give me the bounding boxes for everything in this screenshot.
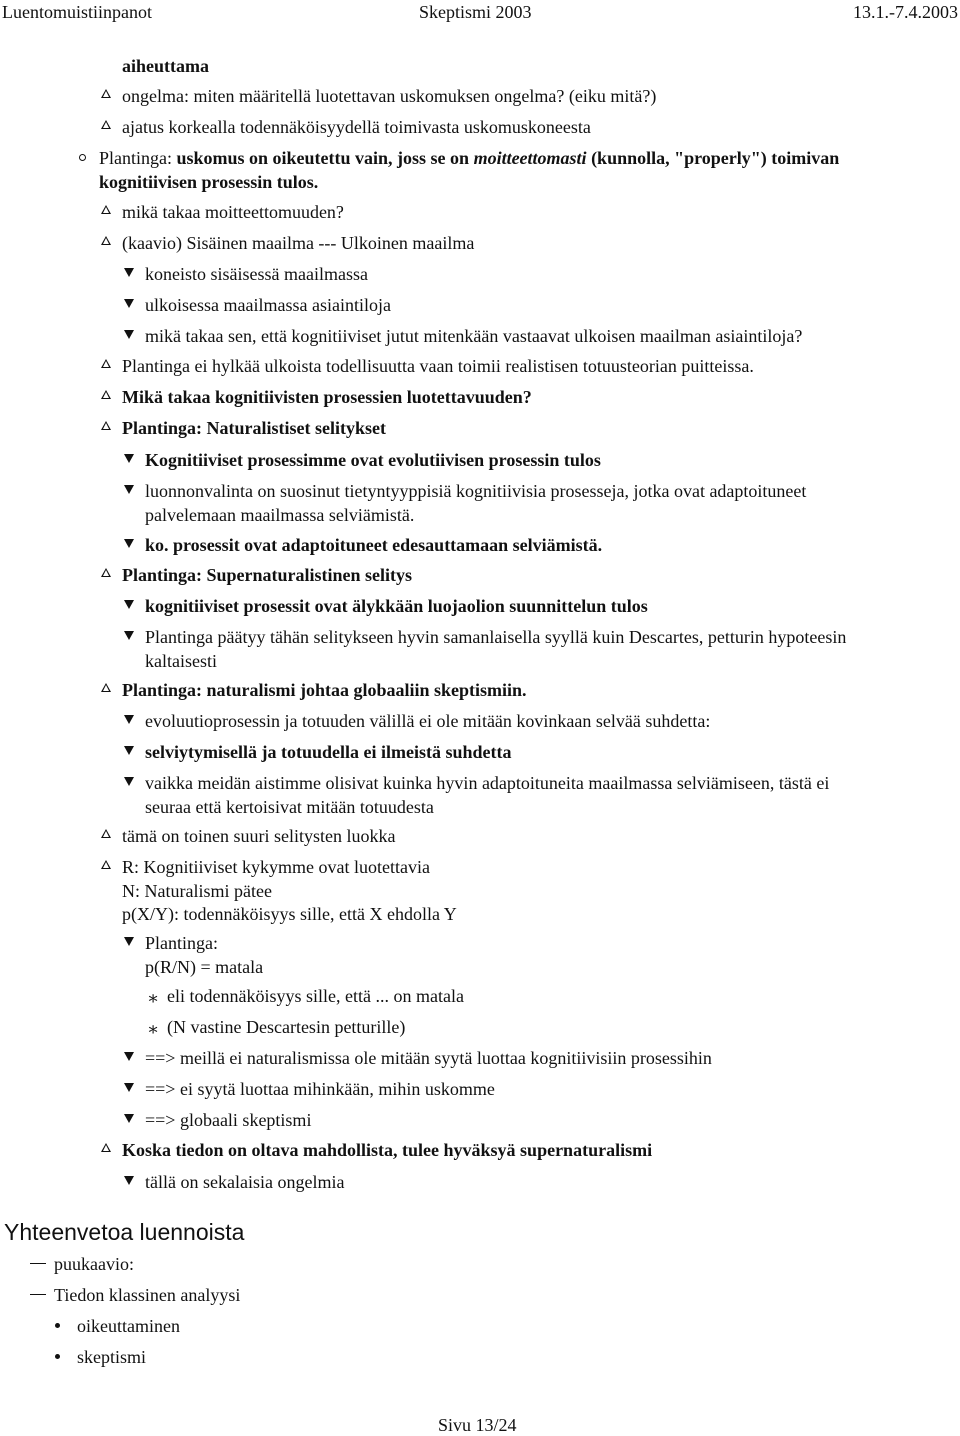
text-line: tällä on sekalaisia ongelmia xyxy=(145,1172,345,1192)
asterisk-bullet-icon: ∗ xyxy=(147,988,160,1008)
text-line: ongelma: miten määritellä luotettavan uskomuksen ongelma? (eiku mitä?) xyxy=(122,86,657,106)
text-line: ko. prosessit ovat adaptoituneet edesauttamaan selviämistä. xyxy=(145,535,603,555)
dash-bullet-icon xyxy=(30,1294,46,1295)
text-line: Plantinga: xyxy=(145,933,218,953)
filled-triangle-bullet-icon xyxy=(124,777,134,786)
text-line: tämä on toinen suuri selitysten luokka xyxy=(122,826,396,846)
dot-bullet-icon xyxy=(55,1354,60,1359)
page-number: Sivu 13/24 xyxy=(438,1415,517,1435)
open-triangle-bullet-icon xyxy=(101,205,111,214)
open-triangle-bullet-icon xyxy=(101,829,111,838)
text-line: N: Naturalismi pätee xyxy=(122,881,272,901)
text-line: Kognitiiviset prosessimme ovat evolutiivisen prosessin tulos xyxy=(145,450,601,470)
text-line: Mikä takaa kognitiivisten prosessien luotettavuuden? xyxy=(122,387,532,407)
section-heading: Yhteenvetoa luennoista xyxy=(4,1219,245,1245)
text-line: palvelemaan maailmassa selviämistä. xyxy=(145,505,415,525)
filled-triangle-bullet-icon xyxy=(124,1052,134,1061)
text-line xyxy=(99,146,839,170)
text-line: mikä takaa moitteettomuuden? xyxy=(122,202,344,222)
filled-triangle-bullet-icon xyxy=(124,1083,134,1092)
text-fragment-bold: (kunnolla, "properly") toimivan xyxy=(586,148,840,168)
text-line: (kaavio) Sisäinen maailma --- Ulkoinen maailma xyxy=(122,233,475,253)
dash-bullet-icon xyxy=(30,1263,46,1264)
filled-triangle-bullet-icon xyxy=(124,299,134,308)
dot-bullet-icon xyxy=(55,1323,60,1328)
open-triangle-bullet-icon xyxy=(101,683,111,692)
filled-triangle-bullet-icon xyxy=(124,715,134,724)
text-line: vaikka meidän aistimme olisivat kuinka hyvin adaptoituneita maailmassa selviämiseen, tästä ei xyxy=(145,773,830,793)
text-line: mikä takaa sen, että kognitiiviset jutut mitenkään vastaavat ulkoisen maailman asiaintiloja? xyxy=(145,326,803,346)
summary-subitem: oikeuttaminen xyxy=(77,1316,180,1336)
header-right: 13.1.-7.4.2003 xyxy=(853,2,958,22)
open-triangle-bullet-icon xyxy=(101,1143,111,1152)
text-line: Plantinga: naturalismi johtaa globaaliin skeptismiin. xyxy=(122,680,527,700)
filled-triangle-bullet-icon xyxy=(124,937,134,946)
page-header xyxy=(0,0,960,26)
text-line: p(X/Y): todennäköisyys sille, että X ehdolla Y xyxy=(122,904,457,924)
header-center: Skeptismi 2003 xyxy=(419,2,532,22)
circle-bullet-icon xyxy=(79,154,86,161)
text-line: ==> meillä ei naturalismissa ole mitään syytä luottaa kognitiivisiin prosessihin xyxy=(145,1048,712,1068)
text-line: R: Kognitiiviset kykymme ovat luotettavia xyxy=(122,857,430,877)
open-triangle-bullet-icon xyxy=(101,359,111,368)
open-triangle-bullet-icon xyxy=(101,89,111,98)
filled-triangle-bullet-icon xyxy=(124,1114,134,1123)
text-line: ==> ei syytä luottaa mihinkään, mihin uskomme xyxy=(145,1079,495,1099)
filled-triangle-bullet-icon xyxy=(124,485,134,494)
filled-triangle-bullet-icon xyxy=(124,454,134,463)
summary-item: puukaavio: xyxy=(54,1254,134,1274)
text-line: Plantinga: Supernaturalistinen selitys xyxy=(122,565,413,585)
filled-triangle-bullet-icon xyxy=(124,330,134,339)
filled-triangle-bullet-icon xyxy=(124,268,134,277)
text-line: p(R/N) = matala xyxy=(145,957,264,977)
summary-item: Tiedon klassinen analyysi xyxy=(54,1285,241,1305)
text-line: ajatus korkealla todennäköisyydellä toimivasta uskomuskoneesta xyxy=(122,117,591,137)
text-line: kognitiivisen prosessin tulos. xyxy=(99,172,319,192)
text-line: Plantinga ei hylkää ulkoista todellisuutta vaan toimii realistisen totuusteorian puitteissa. xyxy=(122,356,754,376)
text-line: Koska tiedon on oltava mahdollista, tulee hyväksyä supernaturalismi xyxy=(122,1140,653,1160)
open-triangle-bullet-icon xyxy=(101,860,111,869)
filled-triangle-bullet-icon xyxy=(124,539,134,548)
text-line: kaltaisesti xyxy=(145,651,217,671)
asterisk-bullet-icon: ∗ xyxy=(147,1019,160,1039)
text-line: koneisto sisäisessä maailmassa xyxy=(145,264,368,284)
text-line: seuraa että kertoisivat mitään totuudesta xyxy=(145,797,434,817)
text-line: Plantinga päätyy tähän selitykseen hyvin samanlaisella syyllä kuin Descartes, petturin hypoteesin xyxy=(145,627,847,647)
open-triangle-bullet-icon xyxy=(101,421,111,430)
text-fragment-bold-italic: moitteettomasti xyxy=(473,148,587,168)
open-triangle-bullet-icon xyxy=(101,120,111,129)
filled-triangle-bullet-icon xyxy=(124,1176,134,1185)
text-line: ==> globaali skeptismi xyxy=(145,1110,312,1130)
text-fragment-bold: uskomus on oikeutettu vain, joss se on xyxy=(176,148,474,168)
filled-triangle-bullet-icon xyxy=(124,746,134,755)
summary-subitem: skeptismi xyxy=(77,1347,147,1367)
open-triangle-bullet-icon xyxy=(101,390,111,399)
text-line: Plantinga: Naturalistiset selitykset xyxy=(122,418,386,438)
header-left: Luentomuistiinpanot xyxy=(2,2,152,22)
text-line: evoluutioprosessin ja totuuden välillä ei ole mitään kovinkaan selvää suhdetta: xyxy=(145,711,711,731)
open-triangle-bullet-icon xyxy=(101,568,111,577)
text-line: aiheuttama xyxy=(122,56,209,76)
text-line: eli todennäköisyys sille, että ... on matala xyxy=(167,986,464,1006)
text-line: ulkoisessa maailmassa asiaintiloja xyxy=(145,295,391,315)
text-line: selviytymisellä ja totuudella ei ilmeistä suhdetta xyxy=(145,742,512,762)
text-fragment: Plantinga: xyxy=(99,148,177,168)
text-line: (N vastine Descartesin petturille) xyxy=(167,1017,406,1037)
text-line: kognitiiviset prosessit ovat älykkään luojaolion suunnittelun tulos xyxy=(145,596,648,616)
open-triangle-bullet-icon xyxy=(101,236,111,245)
filled-triangle-bullet-icon xyxy=(124,631,134,640)
text-line: luonnonvalinta on suosinut tietyntyyppisiä kognitiivisia prosesseja, jotka ovat adaptoituneet xyxy=(145,481,807,501)
filled-triangle-bullet-icon xyxy=(124,600,134,609)
